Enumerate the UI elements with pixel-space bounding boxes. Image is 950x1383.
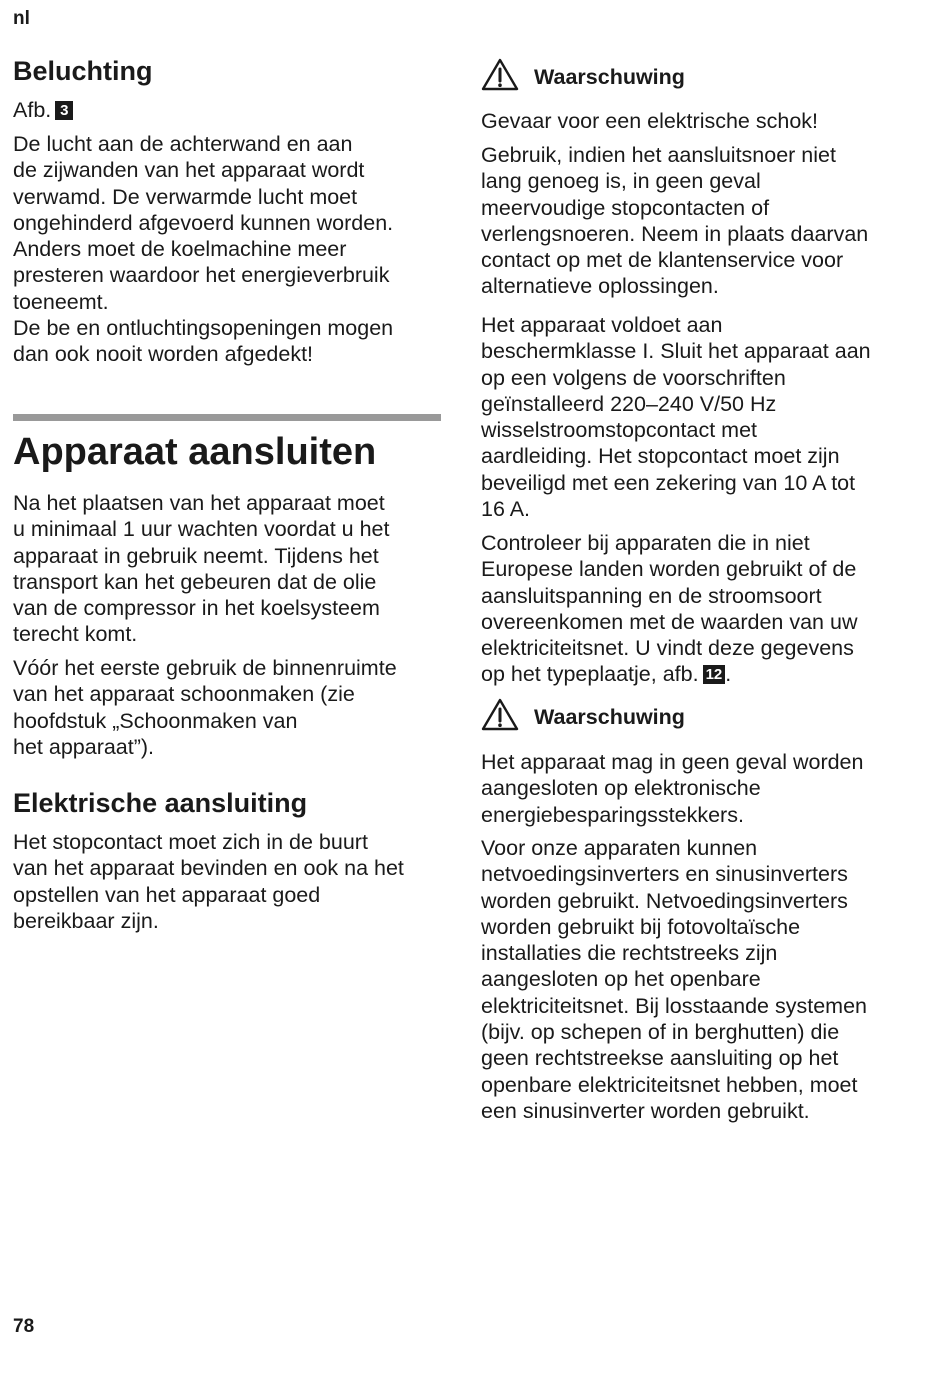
figure-number-badge: 3 <box>55 101 73 120</box>
paragraph-waiting: Na het plaatsen van het apparaat moet u minimaal 1 uur wachten voordat u het apparaat in gebruik neemt. Tijdens het transport kan het gebeuren dat de olie van de compressor in het koelsysteem terecht komt. <box>13 491 390 647</box>
paragraph-extension-cords: Gebruik, indien het aansluitsnoer niet lang genoeg is, in geen geval meervoudige stopcontacten of verlengsnoeren. Neem in plaats daarvan contact op met de klantenservice voor alternatieve oplossingen. <box>481 143 869 299</box>
section-title-beluchting: Beluchting <box>13 56 153 86</box>
language-label: nl <box>13 8 30 29</box>
paragraph-ventilation: De lucht aan de achterwand en aan de zijwanden van het apparaat wordt verwamd. De verwarmde lucht moet ongehinderd afgevoerd kunnen worden. Anders moet de koelmachine meer presteren waardoor het energieverbruik toeneemt. De be en ontluchtingsopeningen mogen dan ook nooit worden afgedekt! <box>13 132 394 367</box>
warning-triangle-icon <box>481 698 519 731</box>
chapter-title: Apparaat aansluiten <box>13 431 377 473</box>
figure-prefix: Afb. <box>13 98 52 122</box>
figure-reference <box>13 97 73 123</box>
warning-title: Waarschuwing <box>534 65 685 89</box>
warning-header-1 <box>481 58 685 91</box>
paragraph-inverters: Voor onze apparaten kunnen netvoedingsinverters en sinusinverters worden gebruikt. Netvoedingsinverters worden gebruikt bij fotovoltaïsche installaties die rechtstreeks zijn aangesloten op het openbare elektriciteitsnet. Bij losstaande systemen (bijv. op schepen of in berghutten) die geen rechtstreekse aansluiting op het openbare elektriciteitsnet hebben, moet een sinusinverter worden gebruikt. <box>481 836 867 1123</box>
figure-number-badge: 12 <box>703 665 726 684</box>
warning-header-2 <box>481 698 685 731</box>
warning-lead: Gevaar voor een elektrische schok! <box>481 109 818 133</box>
section-title-elektrisch: Elektrische aansluiting <box>13 788 308 818</box>
paragraph-energy-plugs: Het apparaat mag in geen geval worden aangesloten op elektronische energiebesparingsstekkers. <box>481 750 864 827</box>
warning-triangle-icon <box>481 58 519 91</box>
paragraph-socket: Het stopcontact moet zich in de buurt van het apparaat bevinden en ook na het opstellen van het apparaat goed bereikbaar zijn. <box>13 830 404 933</box>
paragraph-voltage-check: Controleer bij apparaten die in niet Europese landen worden gebruikt of de aansluitspanning en de stroomsoort overeenkomen met de waarden van uw elektriciteitsnet. U vindt deze gegevens op het typeplaatje, afb. 12 . <box>481 531 858 687</box>
warning-title: Waarschuwing <box>534 705 685 729</box>
page-number: 78 <box>13 1316 35 1337</box>
paragraph-protection-class: Het apparaat voldoet aan beschermklasse I. Sluit het apparaat aan op een volgens de voorschriften geïnstalleerd 220–240 V/50 Hz wisselstroomstopcontact met aardleiding. Het stopcontact moet zijn beveiligd met een zekering van 10 A tot 16 A. <box>481 313 871 522</box>
section-divider <box>13 414 441 421</box>
paragraph-cleaning: Vóór het eerste gebruik de binnenruimte van het apparaat schoonmaken (zie hoofdstuk „Schoonmaken van het apparaat”). <box>13 656 397 759</box>
